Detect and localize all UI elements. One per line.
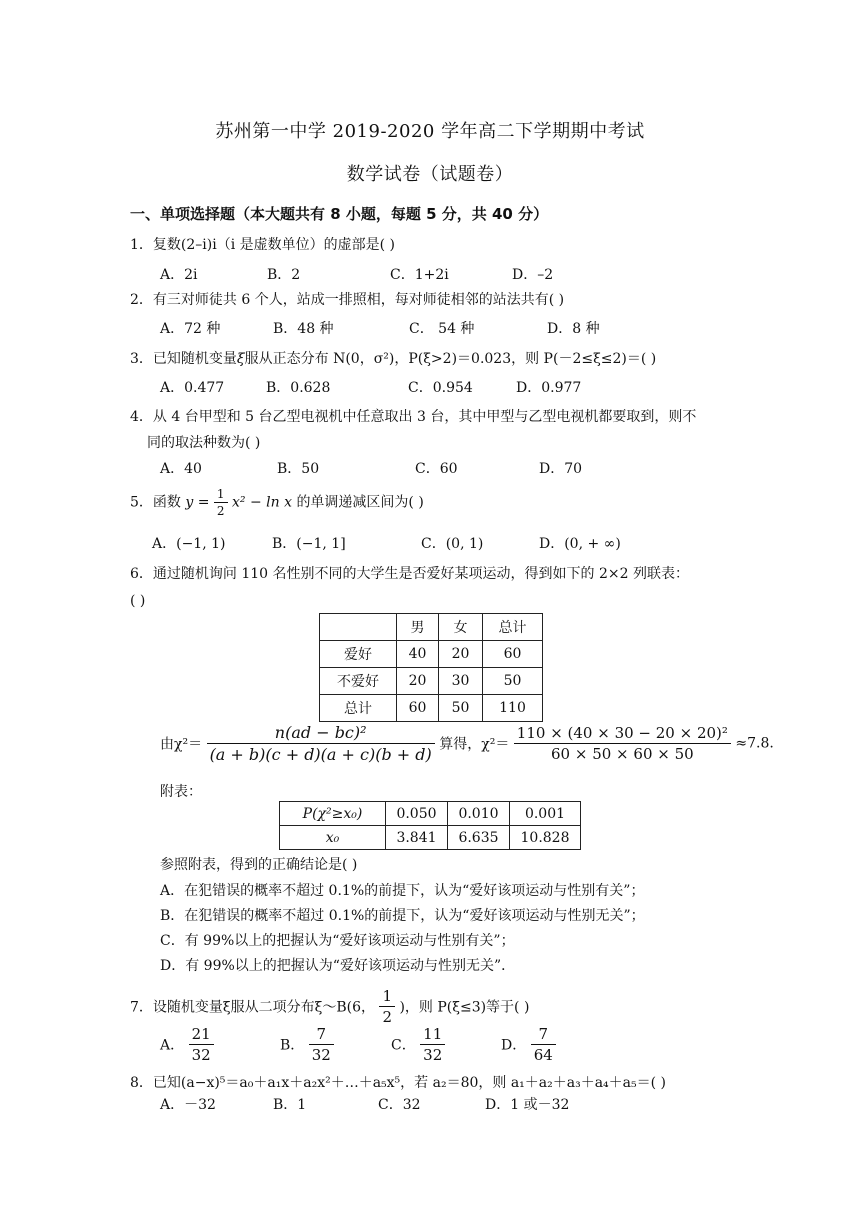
table-cell: 0.050 bbox=[386, 802, 448, 826]
table-cell: 110 bbox=[483, 695, 543, 722]
option-fraction bbox=[531, 1025, 556, 1064]
half-den: 2 bbox=[216, 504, 225, 518]
appendix-table bbox=[279, 801, 581, 850]
question-7-stem-end: )，则 P(ξ≤3)等于( ) bbox=[399, 999, 530, 1016]
question-7-stem-start: 7．设随机变量ξ服从二项分布ξ～B(6， bbox=[130, 999, 375, 1016]
option-fraction bbox=[420, 1025, 445, 1064]
chi-calc-label: 算得，χ²＝ bbox=[439, 736, 510, 753]
question-5-option-c: C．(0, 1) bbox=[421, 536, 484, 552]
question-6-paren: ( ) bbox=[130, 593, 146, 609]
question-2-stem: 2．有三对师徒共 6 个人，站成一排照相，每对师徒相邻的站法共有( ) bbox=[130, 292, 565, 308]
option-label: D． bbox=[501, 1037, 527, 1054]
chi-square-formula bbox=[207, 723, 435, 764]
appendix-reference-line: 参照附表，得到的正确结论是( ) bbox=[160, 857, 358, 873]
table-cell: 10.828 bbox=[510, 826, 581, 850]
formula-numerator: n(ad − bc)² bbox=[207, 723, 435, 744]
table-row bbox=[280, 802, 581, 826]
fraction-den: 32 bbox=[423, 1046, 443, 1064]
table-cell: 0.010 bbox=[448, 802, 510, 826]
table-cell: 3.841 bbox=[386, 826, 448, 850]
xi-symbol: ξ bbox=[236, 351, 245, 367]
question-8-option-b: B．1 bbox=[273, 1097, 307, 1113]
table-cell: 男 bbox=[397, 614, 439, 641]
question-5-stem-start: 5．函数 bbox=[130, 494, 186, 511]
question-6-stem: 6．通过随机询问 110 名性别不同的大学生是否爱好某项运动，得到如下的 2×2 列联表： bbox=[130, 566, 689, 582]
question-1-option-c: C．1+2i bbox=[390, 267, 449, 283]
fraction-den: 64 bbox=[533, 1046, 553, 1064]
option-label: C． bbox=[391, 1037, 416, 1054]
p-den: 2 bbox=[382, 1008, 392, 1026]
half-num: 1 bbox=[214, 487, 228, 503]
question-8-option-d: D．1 或－32 bbox=[485, 1097, 570, 1113]
table-cell bbox=[320, 614, 397, 641]
question-2-option-c: C． 54 种 bbox=[409, 321, 475, 337]
table-cell: 总计 bbox=[483, 614, 543, 641]
table-cell: P(χ²≥x₀) bbox=[280, 802, 386, 826]
question-6-option-d: D．有 99%以上的把握认为“爱好该项运动与性别无关”． bbox=[160, 958, 516, 974]
fraction-den: 32 bbox=[191, 1046, 211, 1064]
section-heading: 一、单项选择题（本大题共有 8 小题，每题 5 分，共 40 分） bbox=[130, 205, 549, 223]
chi-approx: ≈7.8. bbox=[735, 735, 774, 752]
question-1-option-b: B．2 bbox=[267, 267, 301, 283]
table-cell: 40 bbox=[397, 641, 439, 668]
question-1-stem: 1．复数(2–i)i（i 是虚数单位）的虚部是( ) bbox=[130, 237, 395, 253]
table-cell: 30 bbox=[439, 668, 483, 695]
option-label: B． bbox=[280, 1037, 305, 1054]
fraction-num: 21 bbox=[189, 1025, 214, 1045]
option-fraction bbox=[189, 1025, 214, 1064]
calc-denominator: 60 × 50 × 60 × 50 bbox=[551, 745, 694, 763]
question-3-option-d: D．0.977 bbox=[516, 380, 582, 396]
table-cell: 6.635 bbox=[448, 826, 510, 850]
table-cell: 爱好 bbox=[320, 641, 397, 668]
question-8-option-a: A．－32 bbox=[160, 1097, 216, 1113]
question-5-option-a: A．(−1, 1) bbox=[152, 536, 226, 552]
question-3-stem-start: 3．已知随机变量 bbox=[130, 351, 237, 367]
question-4-stem-cont: 同的取法种数为( ) bbox=[147, 435, 261, 451]
question-3-stem-rest: 服从正态分布 N(0，σ²)，P(ξ>2)＝0.023，则 P(－2≤ξ≤2)＝( ) bbox=[244, 351, 657, 367]
question-4-stem: 4．从 4 台甲型和 5 台乙型电视机中任意取出 3 台，其中甲型与乙型电视机都要取到，则不 bbox=[130, 409, 697, 425]
calc-numerator: 110 × (40 × 30 − 20 × 20)² bbox=[514, 724, 731, 744]
question-3-option-a: A．0.477 bbox=[160, 380, 225, 396]
question-2-option-b: B．48 种 bbox=[273, 321, 334, 337]
function-rhs: x² − ln x bbox=[232, 494, 292, 511]
question-4-option-c: C．60 bbox=[415, 461, 458, 477]
appendix-label: 附表： bbox=[160, 784, 202, 800]
table-cell: 50 bbox=[439, 695, 483, 722]
table-cell: 不爱好 bbox=[320, 668, 397, 695]
question-5-stem bbox=[130, 487, 424, 518]
question-7-option-c bbox=[391, 1025, 445, 1064]
question-1-option-a: A．2i bbox=[160, 267, 198, 283]
table-cell: 总计 bbox=[320, 695, 397, 722]
question-3-option-c: C．0.954 bbox=[408, 380, 473, 396]
chi-square-calc bbox=[514, 724, 731, 763]
question-8-option-c: C．32 bbox=[378, 1097, 421, 1113]
half-fraction bbox=[214, 487, 228, 518]
contingency-table bbox=[319, 613, 543, 722]
table-cell: x₀ bbox=[280, 826, 386, 850]
table-row bbox=[320, 695, 543, 722]
table-cell: 60 bbox=[483, 641, 543, 668]
question-7-option-b bbox=[280, 1025, 334, 1064]
fraction-num: 7 bbox=[309, 1025, 334, 1045]
question-5-option-b: B．(−1, 1] bbox=[272, 536, 346, 552]
question-2-option-d: D．8 种 bbox=[547, 321, 600, 337]
fraction-num: 7 bbox=[531, 1025, 556, 1045]
page-title: 苏州第一中学 2019-2020 学年高二下学期期中考试 bbox=[215, 121, 645, 142]
question-8-stem: 8．已知(a−x)⁵＝a₀＋a₁x＋a₂x²＋…＋a₅x⁵，若 a₂＝80，则 a₁＋a₂＋a₃＋a₄＋a₅＝( ) bbox=[130, 1075, 667, 1091]
fraction-den: 32 bbox=[311, 1046, 331, 1064]
probability-fraction bbox=[379, 987, 395, 1026]
function-lhs: y = bbox=[185, 494, 210, 511]
question-6-option-a: A．在犯错误的概率不超过 0.1%的前提下，认为“爱好该项运动与性别有关”； bbox=[160, 883, 645, 899]
table-row bbox=[320, 614, 543, 641]
question-1-option-d: D．–2 bbox=[512, 267, 554, 283]
question-5-option-d: D．(0, + ∞) bbox=[539, 536, 621, 552]
table-cell: 60 bbox=[397, 695, 439, 722]
question-7-option-a bbox=[160, 1025, 214, 1064]
question-4-option-b: B．50 bbox=[277, 461, 320, 477]
table-cell: 女 bbox=[439, 614, 483, 641]
question-2-option-a: A．72 种 bbox=[160, 321, 221, 337]
question-3-option-b: B．0.628 bbox=[266, 380, 331, 396]
option-label: A． bbox=[160, 1037, 185, 1054]
chi-square-formula-line bbox=[160, 723, 774, 764]
question-4-option-a: A．40 bbox=[160, 461, 202, 477]
question-5-stem-end: 的单调递减区间为( ) bbox=[296, 494, 424, 511]
question-3-stem bbox=[130, 348, 656, 368]
p-num: 1 bbox=[379, 987, 395, 1007]
table-cell: 20 bbox=[439, 641, 483, 668]
question-4-option-d: D．70 bbox=[539, 461, 583, 477]
question-7-option-d bbox=[501, 1025, 556, 1064]
table-row bbox=[320, 668, 543, 695]
table-cell: 0.001 bbox=[510, 802, 581, 826]
option-fraction bbox=[309, 1025, 334, 1064]
table-row bbox=[280, 826, 581, 850]
formula-denominator: (a + b)(c + d)(a + c)(b + d) bbox=[209, 745, 432, 764]
fraction-num: 11 bbox=[420, 1025, 445, 1045]
chi-by-label: 由χ²＝ bbox=[160, 736, 203, 753]
table-cell: 50 bbox=[483, 668, 543, 695]
table-cell: 20 bbox=[397, 668, 439, 695]
question-6-option-b: B．在犯错误的概率不超过 0.1%的前提下，认为“爱好该项运动与性别无关”； bbox=[160, 908, 645, 924]
page-subtitle: 数学试卷（试题卷） bbox=[346, 164, 514, 185]
question-7-stem bbox=[130, 987, 529, 1026]
question-6-option-c: C．有 99%以上的把握认为“爱好该项运动与性别有关”； bbox=[160, 933, 515, 949]
table-row bbox=[320, 641, 543, 668]
